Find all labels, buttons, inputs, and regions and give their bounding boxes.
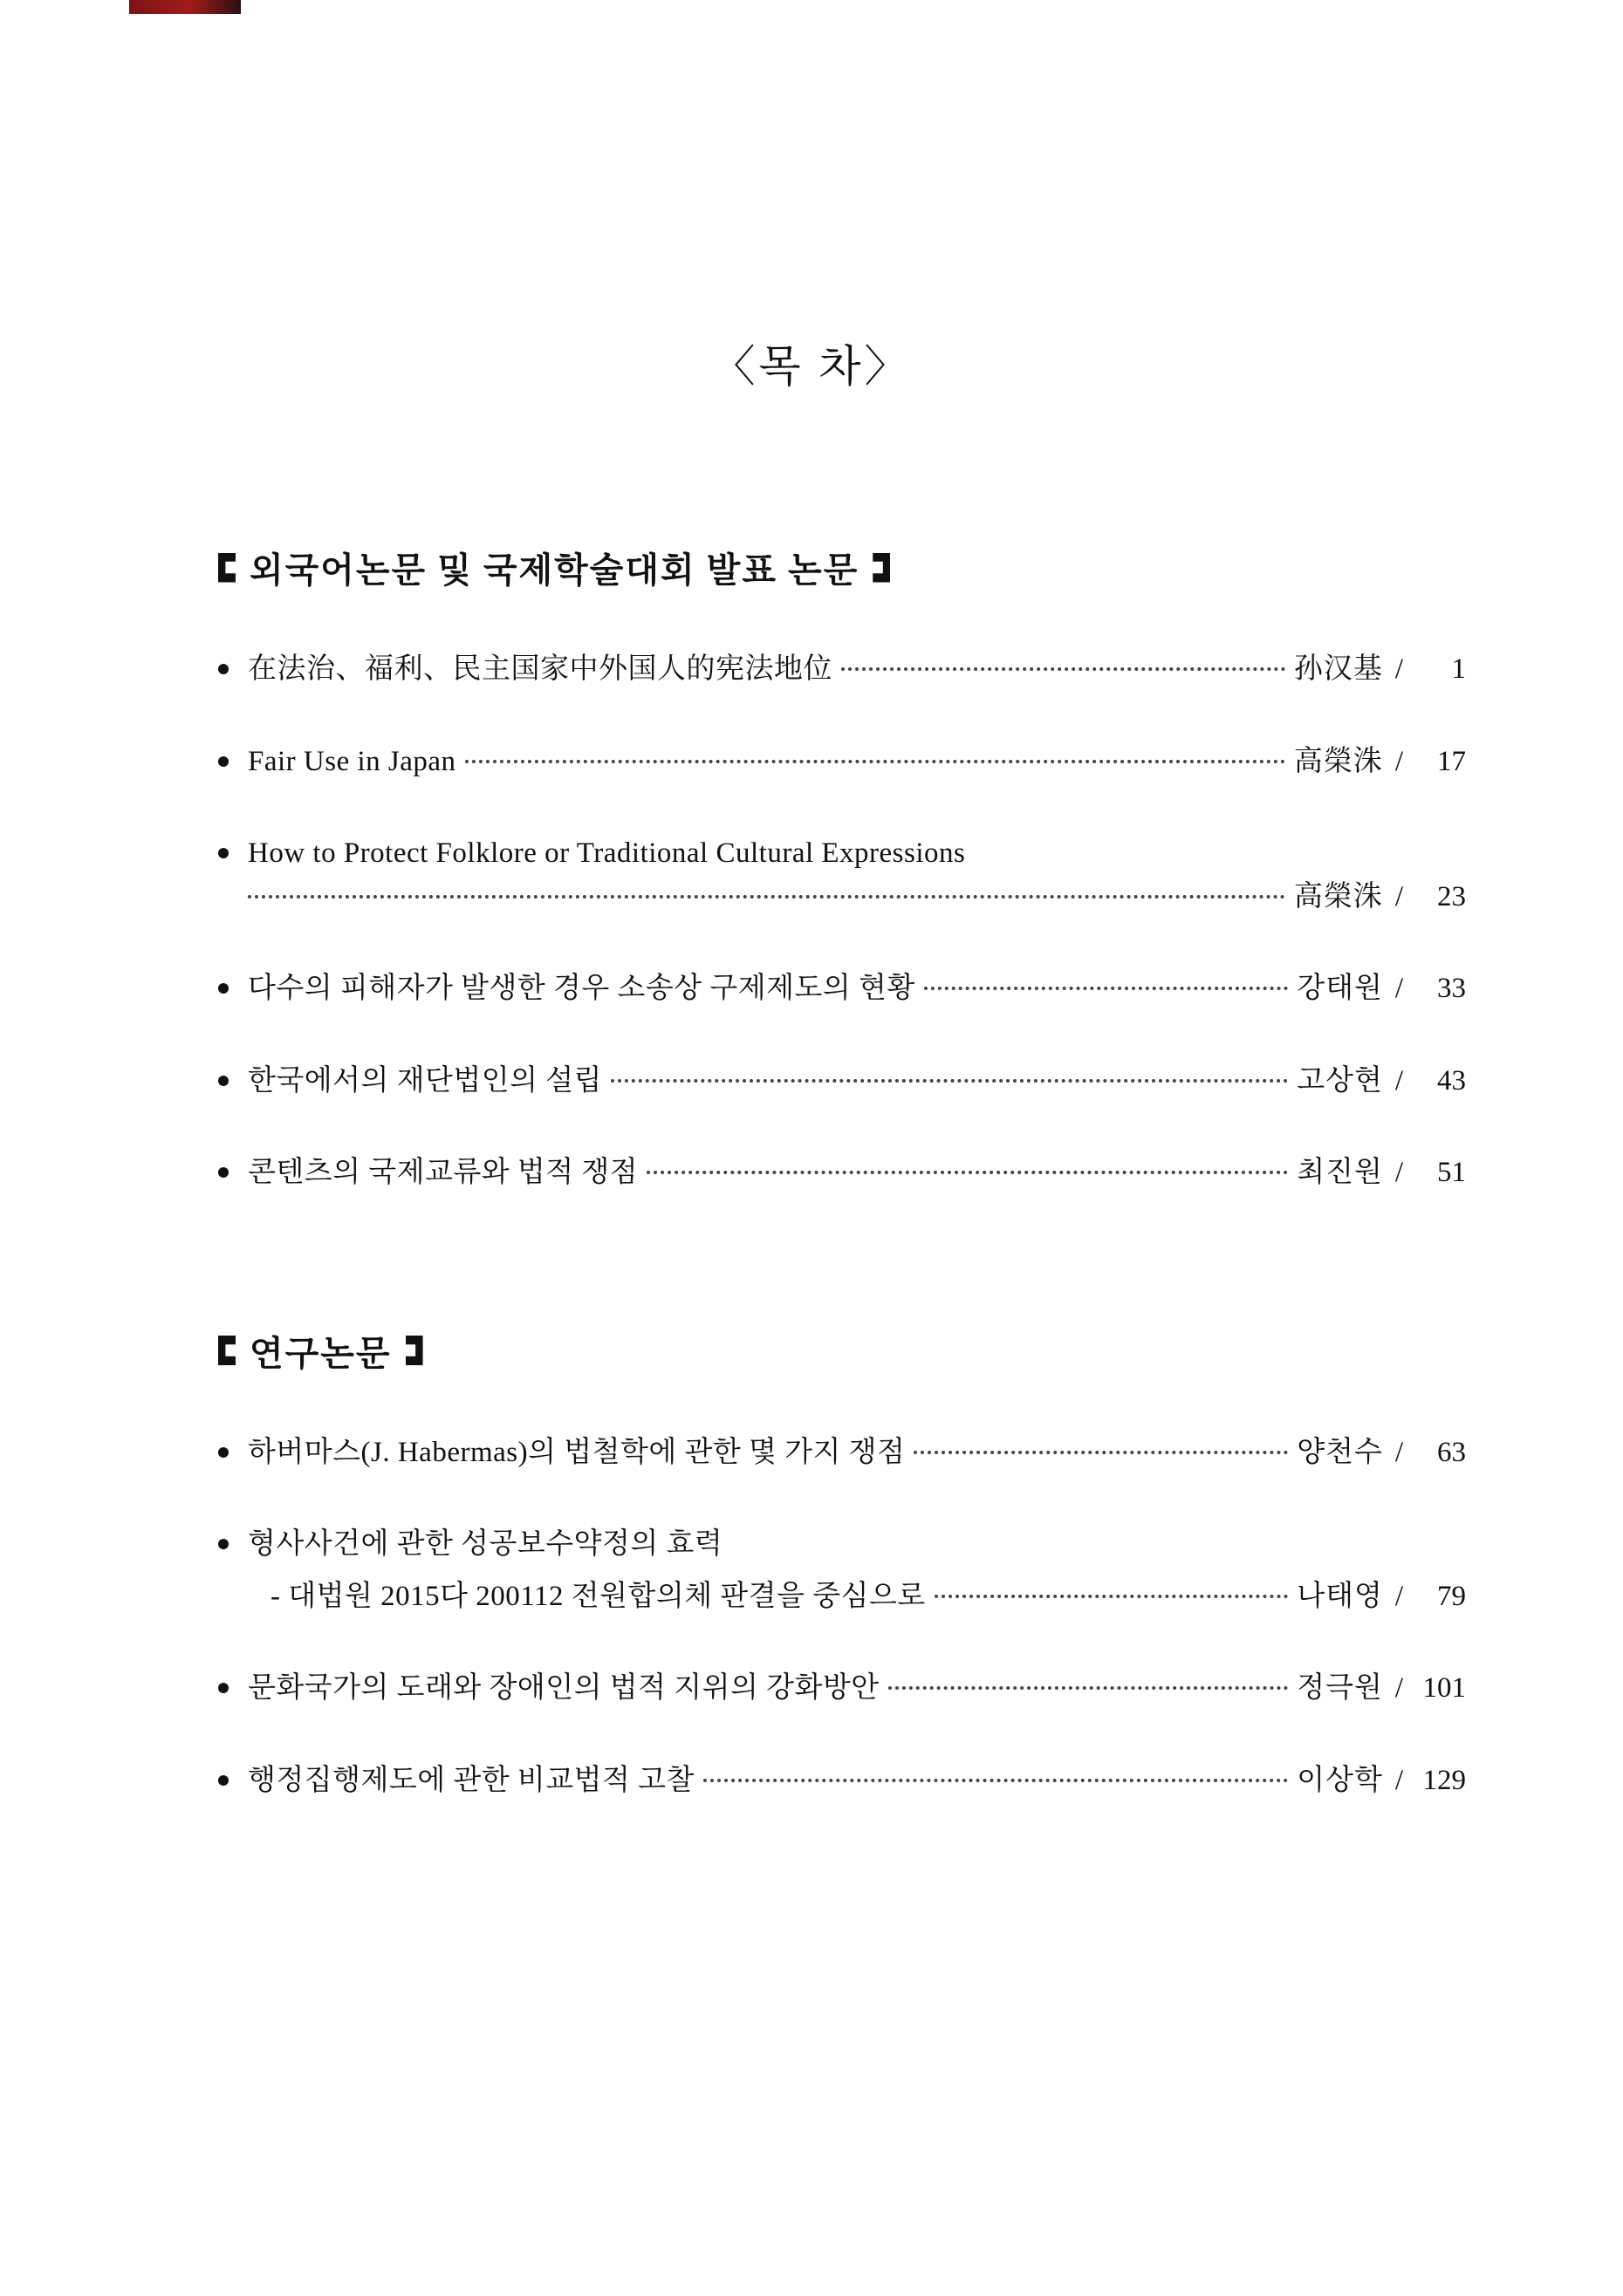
toc-entry-author: 양천수 [1297,1436,1383,1468]
toc-entry-separator: / [1394,880,1403,912]
toc-entry-page: 33 [1437,973,1466,1004]
toc-entry[interactable] [218,967,1466,1011]
dot-leader [914,1450,1288,1454]
dot-leader [703,1778,1288,1782]
toc-entry-separator: / [1394,1764,1403,1796]
toc-section-research-papers [218,1326,1466,1803]
toc-entry-title: 다수의 피해자가 발생한 경우 소송상 구제제도의 현황 [248,973,915,1004]
dot-leader [248,894,1285,899]
toc-entry-page: 1 [1451,653,1466,685]
dot-leader [935,1594,1288,1598]
toc-entry-author: 나태영 [1297,1580,1383,1612]
dot-leader [888,1685,1288,1690]
toc-entry-page: 129 [1422,1764,1466,1796]
section-heading-label: 연구논문 [250,1333,392,1373]
bullet-icon [218,1068,248,1090]
toc-entry-page: 23 [1437,880,1466,912]
toc-entry-author: 高榮洙 [1293,880,1383,912]
toc-entry[interactable] [218,1760,1466,1803]
toc-entry-title: 형사사건에 관한 성공보수약정의 효력 [248,1528,723,1560]
toc-entry-title: 콘텐츠의 국제교류와 법적 쟁점 [248,1157,639,1188]
bullet-icon [218,1439,248,1462]
toc-section-foreign-language-papers [218,543,1466,1195]
bullet-icon [218,1675,248,1698]
toc-entry-title: 행정집행제도에 관한 비교법적 고찰 [248,1764,695,1796]
toc-entry-title: Fair Use in Japan [248,745,456,777]
toc-entry-separator: / [1394,1064,1403,1097]
dot-leader [611,1078,1288,1083]
toc-entry[interactable] [218,1151,1466,1195]
toc-entry-title: How to Protect Folklore or Traditional Cultural Expressions [248,837,966,869]
toc-entry-page: 51 [1437,1157,1466,1188]
toc-entry-author: 이상학 [1297,1764,1383,1796]
toc-entry[interactable] [218,1432,1466,1475]
toc-entry-separator: / [1394,1672,1403,1704]
section-heading [218,543,1466,592]
toc-entry-separator: / [1394,745,1403,777]
dot-leader [647,1170,1288,1174]
toc-entry-page: 63 [1437,1436,1466,1468]
toc-entry-author: 강태원 [1297,973,1383,1004]
toc-entry-page: 43 [1437,1064,1466,1097]
toc-entry-author: 정극원 [1297,1672,1383,1704]
toc-entry-subtitle: - 대법원 2015다 200112 전원합의체 판결을 중심으로 [270,1580,926,1612]
toc-entry-title: 하버마스(J. Habermas)의 법철학에 관한 몇 가지 쟁점 [248,1436,906,1468]
toc-entry-title: 在法治、福利、民主国家中外国人的宪法地位 [248,653,832,685]
bullet-icon [218,748,248,771]
toc-entry[interactable] [218,741,1466,784]
dot-leader [924,986,1288,990]
toc-entry-separator: / [1394,1436,1403,1468]
toc-entry-author: 高榮洙 [1293,745,1383,777]
toc-entry[interactable] [218,832,1466,919]
toc-entry-separator: / [1394,1580,1403,1612]
toc-entry[interactable] [218,1523,1466,1618]
toc-entry-title: 문화국가의 도래와 장애인의 법적 지위의 강화방안 [248,1672,880,1704]
toc-entry-separator: / [1394,653,1403,685]
toc-entry[interactable] [218,1060,1466,1104]
bullet-icon [218,840,248,863]
dot-leader [465,759,1285,763]
bracket-left-icon [218,1336,236,1365]
toc-entry-author: 고상현 [1297,1064,1383,1097]
bracket-right-icon [406,1336,423,1365]
dot-leader [841,666,1285,671]
toc-entry[interactable] [218,648,1466,692]
bullet-icon [218,975,248,998]
toc-entry-title: 한국에서의 재단법인의 설립 [248,1064,603,1097]
page-title: 〈목 차〉 [711,342,912,391]
toc-entry-page: 101 [1422,1672,1466,1704]
toc-entry-author: 최진원 [1297,1157,1383,1188]
bullet-icon [218,656,248,679]
toc-entry-page: 17 [1437,745,1466,777]
bracket-right-icon [873,553,890,583]
bullet-icon [218,1531,248,1554]
toc-entry-separator: / [1394,1157,1403,1188]
bullet-icon [218,1159,248,1182]
toc-entry-page: 79 [1437,1580,1466,1612]
toc-entry[interactable] [218,1667,1466,1711]
bullet-icon [218,1767,248,1790]
toc-entry-separator: / [1394,973,1403,1004]
section-heading [218,1326,1466,1376]
section-heading-label: 외국어논문 및 국제학술대회 발표 논문 [250,550,859,590]
toc-entry-author: 孙汉基 [1293,653,1383,685]
bracket-left-icon [218,553,236,583]
